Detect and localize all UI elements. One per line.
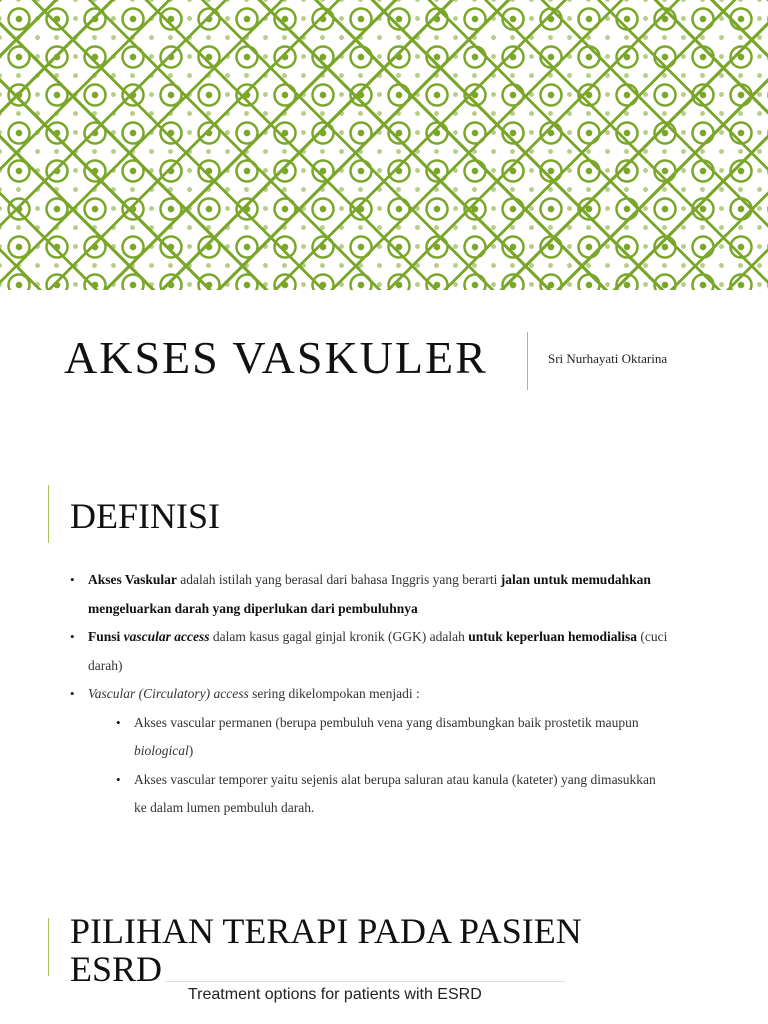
sub-list-item xyxy=(116,766,670,823)
text-span: sering dikelompokan menjadi : xyxy=(248,686,420,701)
section-title-pilihan xyxy=(70,912,582,988)
title-line: ESRD xyxy=(70,949,163,989)
list-item xyxy=(70,623,670,680)
text-span: Akses vascular permanen (berupa pembuluh vena yang disambungkan baik prostetik maupun xyxy=(134,714,639,730)
list-item xyxy=(70,680,670,823)
text-span: dalam kasus gagal ginjal kronik (GGK) adalah xyxy=(209,629,469,644)
title-line: PILIHAN TERAPI PADA PASIEN xyxy=(70,911,582,951)
term-italic: biological xyxy=(134,743,189,758)
definition-list xyxy=(70,566,670,823)
section-accent-bar xyxy=(48,918,49,976)
text-span: Akses vascular temporer yaitu sejenis alat berupa saluran atau kanula (kateter) yang dimasukkan ke dalam lumen pembuluh darah. xyxy=(134,771,656,815)
term-bold-italic: vascular access xyxy=(123,629,210,644)
caption-divider xyxy=(165,981,565,982)
emphasis-bold: untuk keperluan hemodialisa xyxy=(468,629,637,644)
term-italic: Vascular (Circulatory) access xyxy=(88,686,249,701)
text-span: ) xyxy=(188,743,194,758)
slide-title: AKSES VASKULER xyxy=(64,332,488,383)
text-span: adalah istilah yang berasal dari bahasa Inggris yang berarti xyxy=(176,572,501,587)
list-item xyxy=(70,566,670,623)
term-bold: Funsi xyxy=(88,629,124,644)
author-name: Sri Nurhayati Oktarina xyxy=(548,351,668,366)
section-accent-bar xyxy=(48,485,49,543)
term-bold: Akses Vaskular xyxy=(88,572,177,587)
decorative-dot-overlay xyxy=(0,0,768,290)
section-title-definisi: DEFINISI xyxy=(70,496,220,536)
text-span: (cuci darah) xyxy=(88,629,668,673)
title-divider xyxy=(527,332,528,390)
figure-caption: Treatment options for patients with ESRD xyxy=(188,986,482,1003)
sub-list xyxy=(88,709,670,823)
emphasis-bold: jalan untuk memudahkan mengeluarkan darah yang diperlukan dari pembuluhnya xyxy=(88,572,651,616)
sub-list-item xyxy=(116,709,670,766)
